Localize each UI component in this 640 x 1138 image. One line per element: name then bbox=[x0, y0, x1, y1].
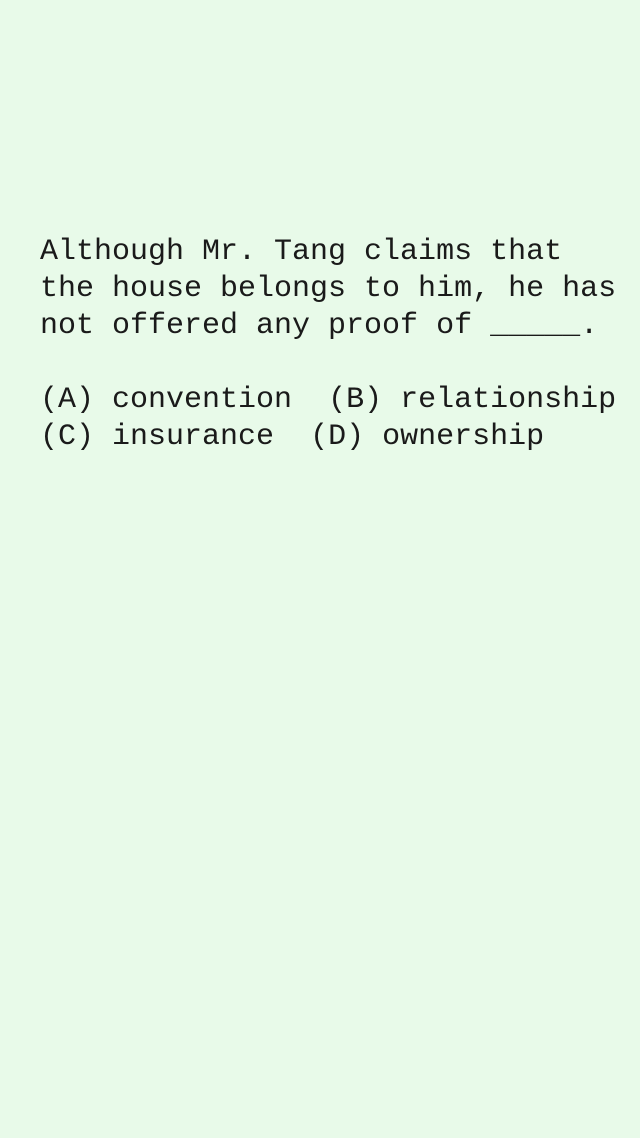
question-text bbox=[40, 234, 620, 345]
options-row-1 bbox=[40, 382, 620, 419]
option-c[interactable]: (C) insurance bbox=[40, 420, 275, 454]
option-a[interactable]: (A) convention bbox=[40, 383, 293, 417]
answer-options bbox=[40, 382, 620, 456]
options-row-2 bbox=[40, 419, 620, 456]
option-b[interactable]: (B) relationship bbox=[328, 383, 617, 417]
question-line-1: Although Mr. Tang claims that bbox=[40, 235, 563, 269]
question-line-3: not offered any proof of _____. bbox=[40, 309, 599, 343]
quiz-question-card bbox=[40, 234, 620, 456]
option-d[interactable]: (D) ownership bbox=[310, 420, 545, 454]
question-line-2: the house belongs to him, he has bbox=[40, 272, 617, 306]
